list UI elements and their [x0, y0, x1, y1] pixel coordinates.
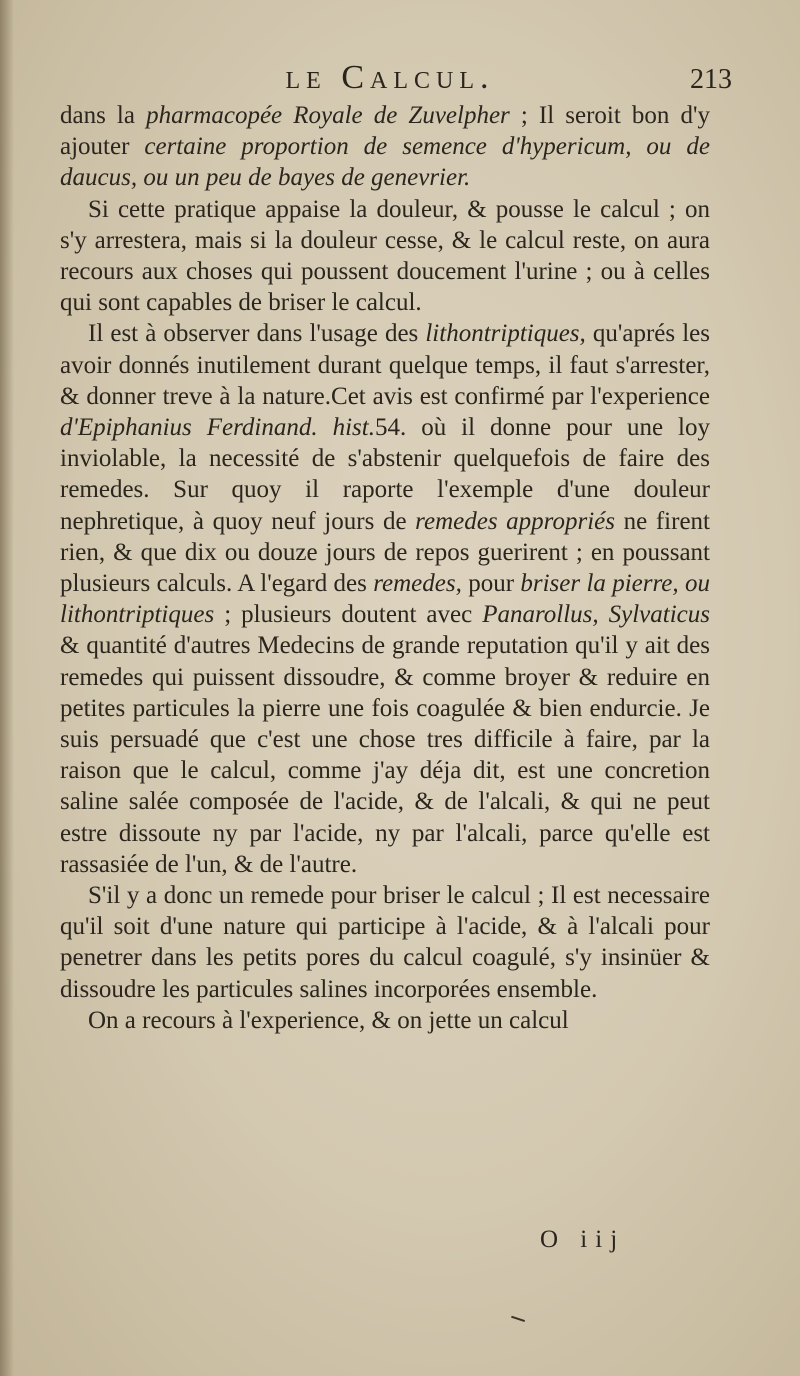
page-number: 213: [690, 64, 732, 95]
text-run: qu'aprés les avoir donnés inutilement durant quelque temps, il faut s'arrester, & donner treve à la nature.Cet avis est confirmé par l'experience: [60, 320, 710, 410]
italic-text-run: briser la pierre, ou lithontriptiques: [60, 570, 710, 629]
page-header: [60, 56, 732, 100]
body-text: [60, 100, 710, 1036]
signature-mark: O iij: [540, 1226, 626, 1253]
text-run: S'il y a donc un remede pour briser le calcul ; Il est necessaire qu'il soit d'une nature qui participe à l'acide, & à l'alcali pour penetrer dans les petits pores du calcul coagulé, s'y insinüer & dissoudre les particules salines incorporées ensemble.: [60, 882, 710, 1003]
italic-text-run: lithontriptiques,: [425, 320, 586, 348]
italic-text-run: remedes appropriés: [415, 507, 615, 535]
paragraph: [60, 194, 710, 319]
paragraph: [60, 318, 710, 880]
text-run: Si cette pratique appaise la douleur, & pousse le calcul ; on s'y arrestera, mais si la douleur cesse, & le calcul reste, on aura recours aux choses qui poussent doucement l'urine ; ou à celles qui sont capables de briser le calcul.: [60, 195, 710, 317]
italic-text-run: pharmacopée Royale de Zuvelpher: [146, 102, 510, 129]
paragraph: [60, 1005, 710, 1036]
ink-mark: [511, 1310, 527, 1322]
text-run: Il est à observer dans l'usage des: [88, 320, 426, 348]
gutter-shadow: [0, 0, 14, 1376]
italic-text-run: d'Epiphanius Ferdinand. hist.: [60, 414, 375, 442]
text-run: pour: [461, 570, 521, 598]
text-run: ne firent rien, & que dix ou douze jours de repos guerirent ; en poussant plusieurs calculs. A l'egard des: [60, 507, 710, 598]
text-run: ; Il seroit bon d'y ajouter: [60, 102, 710, 161]
italic-text-run: remedes,: [373, 570, 462, 598]
paragraph: [60, 100, 710, 194]
text-run: ; plusieurs doutent avec: [214, 601, 483, 629]
paragraph: [60, 880, 710, 1005]
running-title: le Calcul.: [285, 59, 495, 96]
text-run: & quantité d'autres Medecins de grande reputation qu'il y ait des remedes qui puissent dissoudre, & comme broyer & reduire en petites particules la pierre une fois coagulée & bien endurcie. Je suis persuadé que c'est une chose tres difficile à faire, par la raison que le calcul, comme j'ay déja dit, est une concretion saline salée composée de l'acide, & de l'alcali, & qui ne peut estre dissoute ny par l'acide, ny par l'alcali, parce qu'elle est rassasiée de l'un, & de l'autre.: [60, 632, 710, 878]
text-run: dans la: [60, 102, 147, 129]
text-run: 54. où il donne pour une loy inviolable, la necessité de s'abstenir quelquefois de faire des remedes. Sur quoy il raporte l'exemple d'une douleur nephretique, à quoy neuf jours de: [60, 414, 710, 535]
italic-text-run: certaine proportion de semence d'hypericum, ou de daucus, ou un peu de bayes de genevrier.: [60, 133, 710, 192]
text-run: On a recours à l'experience, & on jette un calcul: [88, 1006, 569, 1034]
italic-text-run: Panarollus, Sylvaticus: [482, 601, 710, 629]
